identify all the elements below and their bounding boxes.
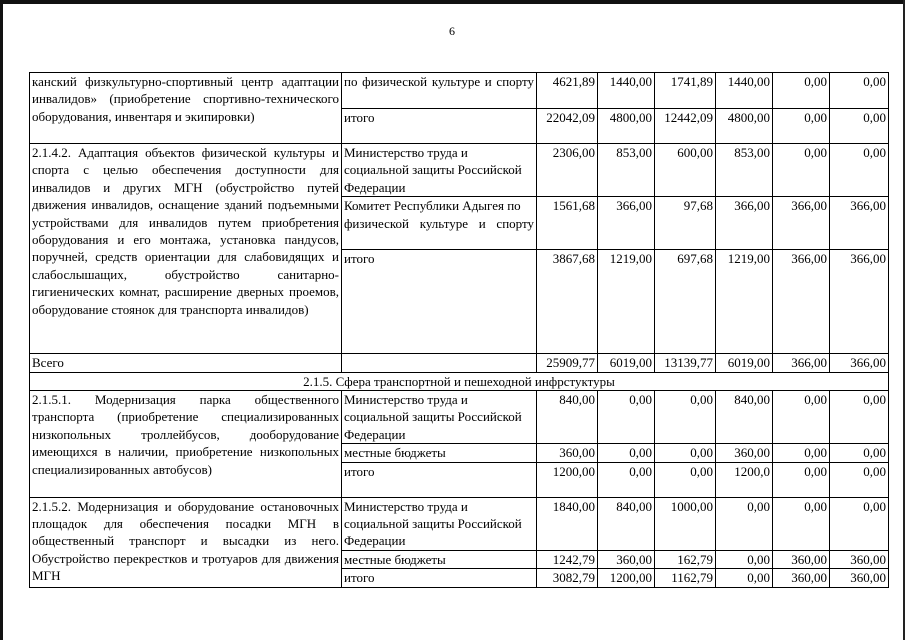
value-cell: 1162,79: [655, 569, 716, 587]
value-cell: 1840,00: [537, 497, 598, 550]
value-cell: 0,00: [716, 569, 773, 587]
value-cell: 0,00: [716, 497, 773, 550]
value-cell: 3082,79: [537, 569, 598, 587]
table-row: [30, 497, 889, 550]
value-cell: 0,00: [830, 444, 889, 462]
value-cell: 3867,68: [537, 250, 598, 354]
section-row: [30, 372, 889, 390]
value-cell: 360,00: [830, 550, 889, 568]
value-cell: 0,00: [830, 73, 889, 109]
value-cell: 0,00: [598, 391, 655, 444]
measure-description: 2.1.4.2. Адаптация объектов физической культуры и спорта с целью обеспечения доступности для инвалидов и других МГН (обустройство путей движения инвалидов, оснащение зданий подъемными устройствами для инвалидов путем приобретения оборудования и его монтажа, установка пандусов, поручней, средств ориентации для слабовидящих и слабослышащих, обустройство санитарно-гигиенических комнат, расширение дверных проемов, оборудование стоянок для транспорта инвалидов): [30, 144, 342, 354]
executor-cell: местные бюджеты: [342, 444, 537, 462]
value-cell: 0,00: [830, 144, 889, 197]
value-cell: 840,00: [598, 497, 655, 550]
value-cell: 360,00: [830, 569, 889, 587]
value-cell: 25909,77: [537, 354, 598, 372]
value-cell: 840,00: [537, 391, 598, 444]
executor-cell: [342, 354, 537, 372]
value-cell: 1561,68: [537, 197, 598, 250]
value-cell: 1200,00: [537, 462, 598, 497]
value-cell: 97,68: [655, 197, 716, 250]
value-cell: 366,00: [830, 250, 889, 354]
value-cell: 697,68: [655, 250, 716, 354]
scan-edge-top: [0, 0, 905, 4]
measure-description: канский физкультурно-спортивный центр адаптации инвалидов» (приобретение спортивно-технического оборудования, инвентаря и экипировки): [30, 73, 342, 144]
value-cell: 366,00: [830, 354, 889, 372]
executor-cell: по физической культуре и спорту: [342, 73, 537, 109]
executor-cell: Министерство труда и социальной защиты Российской Федерации: [342, 391, 537, 444]
value-cell: 360,00: [537, 444, 598, 462]
value-cell: 366,00: [773, 354, 830, 372]
value-cell: 0,00: [830, 109, 889, 144]
value-cell: 853,00: [598, 144, 655, 197]
executor-cell: итого: [342, 109, 537, 144]
value-cell: 1440,00: [716, 73, 773, 109]
executor-cell: Министерство труда и социальной защиты Российской Федерации: [342, 497, 537, 550]
value-cell: 1000,00: [655, 497, 716, 550]
value-cell: 6019,00: [716, 354, 773, 372]
executor-cell: итого: [342, 250, 537, 354]
measure-description: 2.1.5.2. Модернизация и оборудование остановочных площадок для обеспечения посадки МГН в общественный транспорт и высадки из него. Обустройство перекрестков и тротуаров для движения МГН: [30, 497, 342, 587]
value-cell: 0,00: [773, 73, 830, 109]
value-cell: 1242,79: [537, 550, 598, 568]
page-number: 6: [449, 24, 455, 38]
value-cell: 0,00: [773, 109, 830, 144]
value-cell: 2306,00: [537, 144, 598, 197]
value-cell: 360,00: [716, 444, 773, 462]
value-cell: 1741,89: [655, 73, 716, 109]
value-cell: 366,00: [598, 197, 655, 250]
value-cell: 360,00: [773, 550, 830, 568]
value-cell: 12442,09: [655, 109, 716, 144]
value-cell: 366,00: [773, 250, 830, 354]
value-cell: 0,00: [655, 444, 716, 462]
value-cell: 0,00: [598, 444, 655, 462]
value-cell: 0,00: [830, 497, 889, 550]
value-cell: 360,00: [598, 550, 655, 568]
value-cell: 13139,77: [655, 354, 716, 372]
value-cell: 1200,0: [716, 462, 773, 497]
scan-edge-left: [0, 0, 3, 640]
table-row: [30, 144, 889, 197]
executor-cell: итого: [342, 462, 537, 497]
budget-table: [29, 72, 889, 588]
total-label: Всего: [30, 354, 342, 372]
value-cell: 0,00: [773, 444, 830, 462]
value-cell: 4800,00: [598, 109, 655, 144]
value-cell: 0,00: [716, 550, 773, 568]
value-cell: 0,00: [773, 462, 830, 497]
table-row: [30, 73, 889, 109]
value-cell: 162,79: [655, 550, 716, 568]
value-cell: 4621,89: [537, 73, 598, 109]
value-cell: 0,00: [773, 391, 830, 444]
value-cell: 1219,00: [716, 250, 773, 354]
value-cell: 0,00: [655, 391, 716, 444]
value-cell: 1200,00: [598, 569, 655, 587]
value-cell: 0,00: [655, 462, 716, 497]
executor-cell: местные бюджеты: [342, 550, 537, 568]
value-cell: 360,00: [773, 569, 830, 587]
executor-cell: итого: [342, 569, 537, 587]
value-cell: 600,00: [655, 144, 716, 197]
executor-cell: Комитет Республики Адыгея по физической культуре и спорту: [342, 197, 537, 250]
value-cell: 22042,09: [537, 109, 598, 144]
value-cell: 0,00: [830, 391, 889, 444]
section-title: 2.1.5. Сфера транспортной и пешеходной инфрстуктуры: [30, 372, 889, 390]
executor-cell: Министерство труда и социальной защиты Российской Федерации: [342, 144, 537, 197]
value-cell: 0,00: [773, 144, 830, 197]
value-cell: 366,00: [773, 197, 830, 250]
value-cell: 366,00: [830, 197, 889, 250]
value-cell: 0,00: [830, 462, 889, 497]
value-cell: 1440,00: [598, 73, 655, 109]
value-cell: 840,00: [716, 391, 773, 444]
value-cell: 6019,00: [598, 354, 655, 372]
value-cell: 4800,00: [716, 109, 773, 144]
measure-description: 2.1.5.1. Модернизация парка общественного транспорта (приобретение специализированных низкопольных троллейбусов, дооборудование имеющихся в наличии, приобретение низкопольных специализированных автобусов): [30, 391, 342, 498]
value-cell: 0,00: [598, 462, 655, 497]
value-cell: 366,00: [716, 197, 773, 250]
value-cell: 1219,00: [598, 250, 655, 354]
value-cell: 853,00: [716, 144, 773, 197]
table-row: [30, 391, 889, 444]
total-row: [30, 354, 889, 372]
value-cell: 0,00: [773, 497, 830, 550]
